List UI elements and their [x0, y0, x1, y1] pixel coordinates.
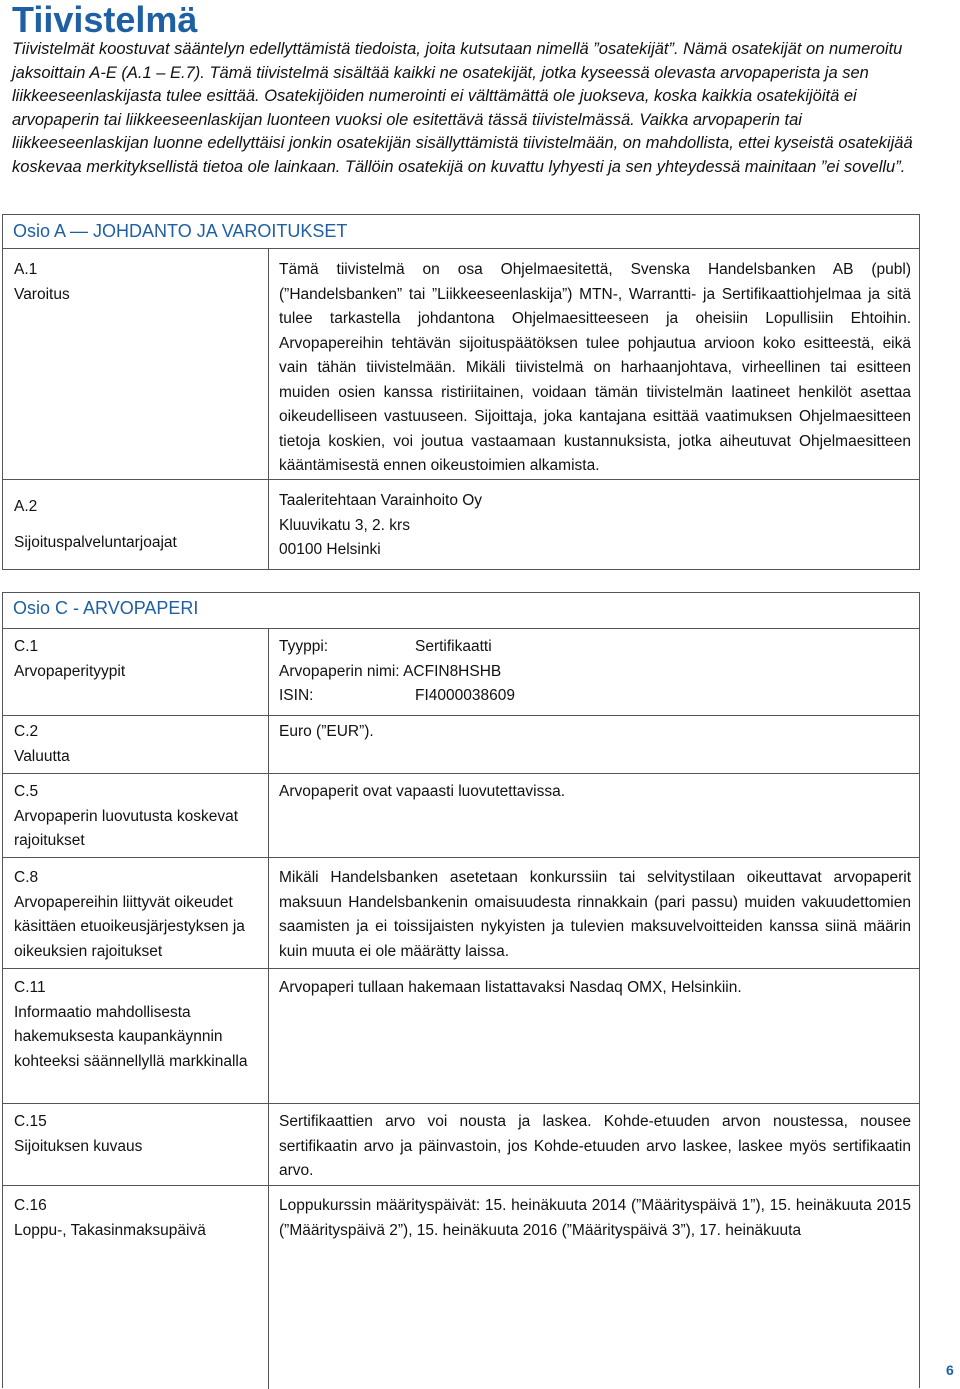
c15-code: C.15	[14, 1113, 47, 1130]
c1-type-value: Sertifikaatti	[415, 638, 492, 655]
c1-label: Arvopaperityypit	[14, 662, 126, 680]
c1-label-cell	[14, 635, 254, 684]
c5-label: Arvopaperin luovutusta koskevat rajoitukset	[14, 807, 239, 849]
c1-isin-key: ISIN:	[279, 687, 314, 704]
c11-label: Informaatio mahdollisesta hakemuksesta kaupankäynnin kohteeksi säännellyllä markkinalla	[14, 1003, 248, 1070]
c5-text: Arvopaperit ovat vapaasti luovutettavissa.	[279, 783, 566, 800]
section-a-row-rule	[3, 479, 919, 480]
c2-code: C.2	[14, 723, 39, 740]
c2-label: Valuutta	[14, 747, 70, 765]
a2-street: Kluuvikatu 3, 2. krs	[279, 516, 410, 534]
a1-code: A.1	[14, 261, 38, 278]
c16-label-cell	[14, 1194, 254, 1243]
c8-row-rule	[3, 968, 919, 969]
c8-label: Arvopapereihin liittyvät oikeudet käsittäen etuoikeusjärjestyksen ja oikeuksien rajoitukset	[14, 893, 245, 960]
c8-label-cell	[14, 866, 254, 964]
c11-label-cell	[14, 976, 254, 1074]
a2-city: 00100 Helsinki	[279, 541, 381, 558]
a2-address-cell	[279, 489, 911, 563]
c1-isin-row	[279, 684, 911, 709]
c1-name-key: Arvopaperin nimi:	[279, 662, 400, 680]
c16-code: C.16	[14, 1197, 47, 1214]
c1-row-rule	[3, 715, 919, 716]
a2-provider-name: Taaleritehtaan Varainhoito Oy	[279, 492, 483, 509]
a2-code: A.2	[14, 498, 38, 515]
a2-label: Sijoituspalveluntarjoajat	[14, 534, 177, 551]
section-c-title: Osio C - ARVOPAPERI	[13, 598, 199, 618]
c1-name-value: ACFIN8HSHB	[403, 662, 502, 680]
section-a-header-rule	[3, 248, 919, 249]
c11-code: C.11	[14, 979, 46, 996]
c2-label-cell	[14, 720, 254, 769]
c1-type-row	[279, 635, 911, 660]
c2-row-rule	[3, 773, 919, 774]
a1-label-cell	[14, 258, 254, 307]
c1-isin-value: FI4000038609	[415, 687, 515, 704]
a1-label: Varoitus	[14, 285, 70, 303]
c5-code: C.5	[14, 783, 39, 800]
c11-text: Arvopaperi tullaan hakemaan listattavaksi Nasdaq OMX, Helsinkiin.	[279, 979, 742, 996]
c11-row-rule	[3, 1103, 919, 1104]
page-title: Tiivistelmä	[12, 0, 198, 40]
section-a-column-rule	[268, 248, 269, 570]
section-c-box	[2, 592, 920, 1388]
c2-text: Euro (”EUR”).	[279, 723, 374, 740]
c1-type-key: Tyyppi:	[279, 638, 329, 655]
intro-paragraph: Tiivistelmät koostuvat sääntelyn edellyttämistä tiedoista, joita kutsutaan nimellä ”osatekijät”. Nämä osatekijät on numeroitu jaksoittain A-E (A.1 – E.7). Tämä tiivistelmä sisältää kaikki ne osatekijät, jotka kyseessä olevasta arvopaperista ja sen liikkeeseenlaskijasta tulee esittää. Osatekijöiden numerointi ei välttämättä ole juokseva, koska kaikkia osatekijöitä ei arvopaperin tai liikkeeseenlaskijan luonteen vuoksi ole esitettävä tässä tiivistelmässä. Vaikka arvopaperin tai liikkeeseenlaskijan luonne edellyttäisi jonkin osatekijän sisällyttämistä tiivistelmään, on mahdollista, ettei kyseistä osatekijää koskevaa merkityksellistä tietoa ole lainkaan. Tällöin osatekijä on kuvattu lyhyesti ja sen yhteydessä mainitaan ”ei sovellu”.	[12, 40, 913, 176]
c15-text: Sertifikaattien arvo voi nousta ja laskea. Kohde-etuuden arvon noustessa, nousee sertifikaatin arvo ja päinvastoin, jos Kohde-etuuden arvo laskee, laskee myös sertifikaatin arvo.	[279, 1113, 911, 1179]
c16-text: Loppukurssin määrityspäivät: 15. heinäkuuta 2014 (”Määrityspäivä 1”), 15. heinäkuuta 2015 (”Määrityspäivä 2”), 15. heinäkuuta 2016 (”Määrityspäivä 3”), 17. heinäkuuta	[279, 1197, 911, 1239]
c1-name-row	[279, 660, 911, 685]
c5-row-rule	[3, 857, 919, 858]
section-a-title: Osio A — JOHDANTO JA VAROITUKSET	[13, 221, 348, 241]
c15-row-rule	[3, 1185, 919, 1186]
c16-label: Loppu-, Takasinmaksupäivä	[14, 1221, 206, 1239]
c15-label: Sijoituksen kuvaus	[14, 1137, 143, 1155]
c15-label-cell	[14, 1110, 254, 1159]
c1-code: C.1	[14, 638, 39, 655]
c5-label-cell	[14, 780, 254, 854]
section-c-header-rule	[3, 628, 919, 629]
a1-text: Tämä tiivistelmä on osa Ohjelmaesitettä, Svenska Handelsbanken AB (publ) (”Handelsbanken” tai ”Liikkeeseenlaskija”) MTN-, Warrantti- ja Sertifikaattiohjelmaa ja sitä tulee tarkastella johdantona Ohjelmaesitteeseen ja oheisiin Lopullisiin Ehtoihin. Arvopapereihin tehtävän sijoituspäätöksen tulee pohjautua arvioon koko esitteestä, eikä vain tähän tiivistelmään. Mikäli tiivistelmä on harhaanjohtava, virheellinen tai esitteen muiden osien kanssa ristiriitainen, voidaan tämän tiivistelmän laatineet henkilöt asettaa oikeudelliseen vastuuseen. Sijoittaja, joka kantajana esittää vaatimuksen Ohjelmaesitteen tietoja koskien, voi joutua vastaamaan kustannuksista, jotka aiheutuvat Ohjelmaesitteen kääntämisestä ennen oikeustoimien alkamista.	[279, 261, 911, 474]
c8-code: C.8	[14, 869, 39, 886]
page-number: 6	[946, 1362, 954, 1378]
a2-label-cell	[14, 489, 254, 561]
section-a-box	[2, 214, 920, 570]
section-c-column-rule	[268, 628, 269, 1389]
c8-text: Mikäli Handelsbanken asetetaan konkurssiin tai selvitystilaan oikeuttavat arvopaperit maksuun Handelsbankenin omaisuudesta rinnakkain (pari passu) muiden vakuudettomien saamisten ja ei toissijaisten nykyisten ja tulevien maksuvelvoitteiden kanssa siinä määrin kuin muuta ei ole määrätty laissa.	[279, 869, 911, 960]
c1-value-cell	[279, 635, 911, 709]
